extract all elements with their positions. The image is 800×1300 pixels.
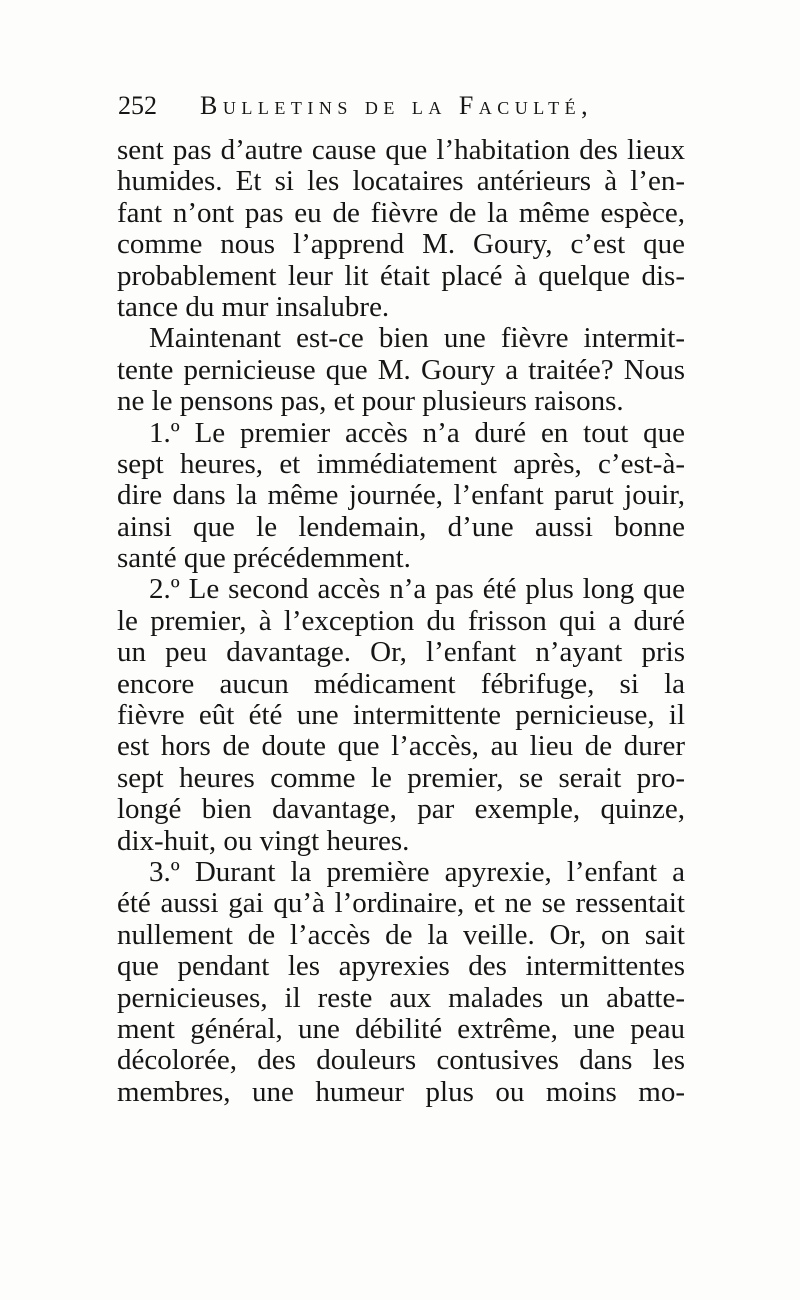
running-title: Bulletins de la Faculté, bbox=[200, 91, 594, 120]
text-line: membres, une humeur plus ou moins mo- bbox=[117, 1075, 685, 1108]
text-line: pernicieuses, il reste aux malades un abatte- bbox=[117, 981, 685, 1014]
text-line: 1.º Le premier accès n’a duré en tout que bbox=[149, 416, 685, 449]
text-line: un peu davantage. Or, l’enfant n’ayant pris bbox=[117, 636, 685, 669]
text-line: comme nous l’apprend M. Goury, c’est que bbox=[117, 228, 685, 261]
text-line: est hors de doute que l’accès, au lieu de durer bbox=[117, 730, 685, 763]
text-line: humides. Et si les locataires antérieurs à l’en- bbox=[117, 165, 685, 198]
text-line: que pendant les apyrexies des intermittentes bbox=[117, 950, 685, 983]
text-line: dix-huit, ou vingt heures. bbox=[117, 824, 410, 857]
text-line: été aussi gai qu’à l’ordinaire, et ne se ressentait bbox=[117, 887, 685, 920]
body-text bbox=[117, 135, 685, 1108]
text-line: tance du mur insalubre. bbox=[117, 290, 390, 323]
text-line: 3.º Durant la première apyrexie, l’enfant a bbox=[149, 855, 685, 888]
text-line: santé que précédemment. bbox=[117, 542, 411, 575]
text-line: décolorée, des douleurs contusives dans les bbox=[117, 1044, 685, 1077]
text-line: sept heures comme le premier, se serait pro- bbox=[117, 761, 685, 794]
running-head bbox=[118, 86, 698, 126]
text-line: 2.º Le second accès n’a pas été plus long que bbox=[149, 573, 685, 606]
text-line: sept heures, et immédiatement après, c’est-à- bbox=[117, 447, 685, 480]
text-line: longé bien davantage, par exemple, quinze, bbox=[117, 793, 685, 826]
text-line: sent pas d’autre cause que l’habitation des lieux bbox=[117, 134, 685, 166]
page-number: 252 bbox=[118, 91, 157, 120]
text-line: probablement leur lit était placé à quelque dis- bbox=[117, 259, 685, 292]
text-line: le premier, à l’exception du frisson qui a duré bbox=[117, 604, 685, 637]
text-line: Maintenant est-ce bien une fièvre intermit- bbox=[149, 322, 685, 355]
text-line: dire dans la même journée, l’enfant parut jouir, bbox=[117, 479, 685, 512]
text-line: ainsi que le lendemain, d’une aussi bonne bbox=[117, 510, 685, 543]
text-line: tente pernicieuse que M. Goury a traitée? Nous bbox=[117, 353, 685, 386]
text-line: fant n’ont pas eu de fièvre de la même espèce, bbox=[117, 196, 685, 229]
text-line: ment général, une débilité extrême, une peau bbox=[117, 1012, 685, 1045]
text-line: ne le pensons pas, et pour plusieurs raisons. bbox=[117, 385, 624, 418]
text-line: encore aucun médicament fébrifuge, si la bbox=[117, 667, 685, 700]
text-line: fièvre eût été une intermittente pernicieuse, il bbox=[117, 699, 685, 732]
text-line: nullement de l’accès de la veille. Or, on sait bbox=[117, 918, 685, 951]
